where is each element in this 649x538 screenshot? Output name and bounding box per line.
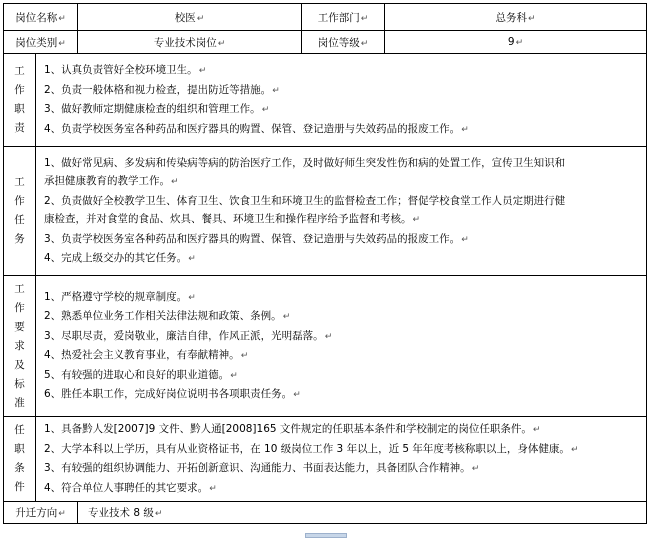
duties-line: 2、负责一般体格和视力检查，提出防近等措施。↵	[44, 83, 280, 96]
job-description-table	[3, 3, 647, 524]
promotion-label: 升迁方向↵	[4, 502, 78, 524]
duties-line: 3、做好教师定期健康检查的组织和管理工作。↵	[44, 103, 270, 115]
section-qualifications-label: 任 职 条 件	[4, 417, 36, 502]
table-move-handle[interactable]	[305, 533, 347, 538]
dept-label: 工作部门↵	[302, 4, 385, 31]
promotion-value[interactable]: 专业技术 8 级↵	[78, 502, 647, 524]
section-standards-label: 工 作 要 求 及 标 准	[4, 276, 36, 417]
section-duties-label: 工 作 职 责	[4, 54, 36, 147]
standards-line: 2、熟悉单位业务工作相关法律法规和政策、条例。↵	[44, 310, 291, 322]
tasks-line: 2、负责做好全校教学卫生、体育卫生、饮食卫生和环境卫生的监督检查工作；督促学校食堂工作人员定期进行健	[44, 194, 566, 207]
qualifications-line: 2、大学本科以上学历，具有从业资格证书，在 10 级岗位工作 3 年以上，近 5 年年度考核称职以上，身体健康。↵	[44, 442, 579, 455]
section-standards-row	[4, 276, 647, 417]
tasks-line: 康检查，并对食堂的食品、炊具、餐具、环境卫生和操作程序给予监督和考核。↵	[44, 213, 421, 225]
post-name-label: 岗位名称↵	[4, 4, 78, 31]
tasks-line: 1、做好常见病、多发病和传染病等病的防治医疗工作，及时做好师生突发性伤和病的处置工作，宣传卫生知识和	[44, 156, 566, 169]
standards-line: 5、有较强的进取心和良好的职业道德。↵	[44, 368, 238, 381]
qualifications-line: 3、有较强的组织协调能力、开拓创新意识、沟通能力、书面表达能力，具备团队合作精神。↵	[44, 462, 480, 474]
post-level-label: 岗位等级↵	[302, 31, 385, 54]
section-standards-content[interactable]	[36, 276, 647, 417]
job-description-table-wrapper	[3, 3, 646, 524]
post-name-row	[4, 4, 647, 31]
section-qualifications-row	[4, 417, 647, 502]
section-qualifications-content[interactable]	[36, 417, 647, 502]
duties-line: 1、认真负责管好全校环境卫生。↵	[44, 64, 207, 76]
standards-line: 1、严格遵守学校的规章制度。↵	[44, 290, 196, 303]
post-level-value[interactable]: 9↵	[385, 31, 647, 54]
section-tasks-content[interactable]	[36, 147, 647, 276]
promotion-row	[4, 502, 647, 524]
qualifications-line: 1、具备黔人发[2007]9 文件、黔人通[2008]165 文件规定的任职基本条件和学校制定的岗位任职条件。↵	[44, 423, 541, 435]
section-duties-content[interactable]	[36, 54, 647, 147]
standards-line: 4、热爱社会主义教育事业，有奉献精神。↵	[44, 349, 249, 361]
tasks-line: 承担健康教育的教学工作。↵	[44, 175, 179, 187]
post-type-value[interactable]: 专业技术岗位↵	[78, 31, 302, 54]
dept-value[interactable]: 总务科↵	[385, 4, 647, 31]
post-name-value[interactable]: 校医↵	[78, 4, 302, 31]
standards-line: 3、尽职尽责，爱岗敬业，廉洁自律，作风正派，光明磊落。↵	[44, 329, 333, 342]
post-type-row	[4, 31, 647, 54]
tasks-line: 3、负责学校医务室各种药品和医疗器具的购置、保管、登记造册与失效药品的报废工作。↵	[44, 232, 469, 245]
duties-line: 4、负责学校医务室各种药品和医疗器具的购置、保管、登记造册与失效药品的报废工作。↵	[44, 122, 469, 135]
section-tasks-row	[4, 147, 647, 276]
section-tasks-label: 工 作 任 务	[4, 147, 36, 276]
section-duties-row	[4, 54, 647, 147]
tasks-line: 4、完成上级交办的其它任务。↵	[44, 252, 196, 264]
qualifications-line: 4、符合单位人事聘任的其它要求。↵	[44, 481, 217, 494]
standards-line: 6、胜任本职工作，完成好岗位说明书各项职责任务。↵	[44, 388, 301, 400]
post-type-label: 岗位类别↵	[4, 31, 78, 54]
